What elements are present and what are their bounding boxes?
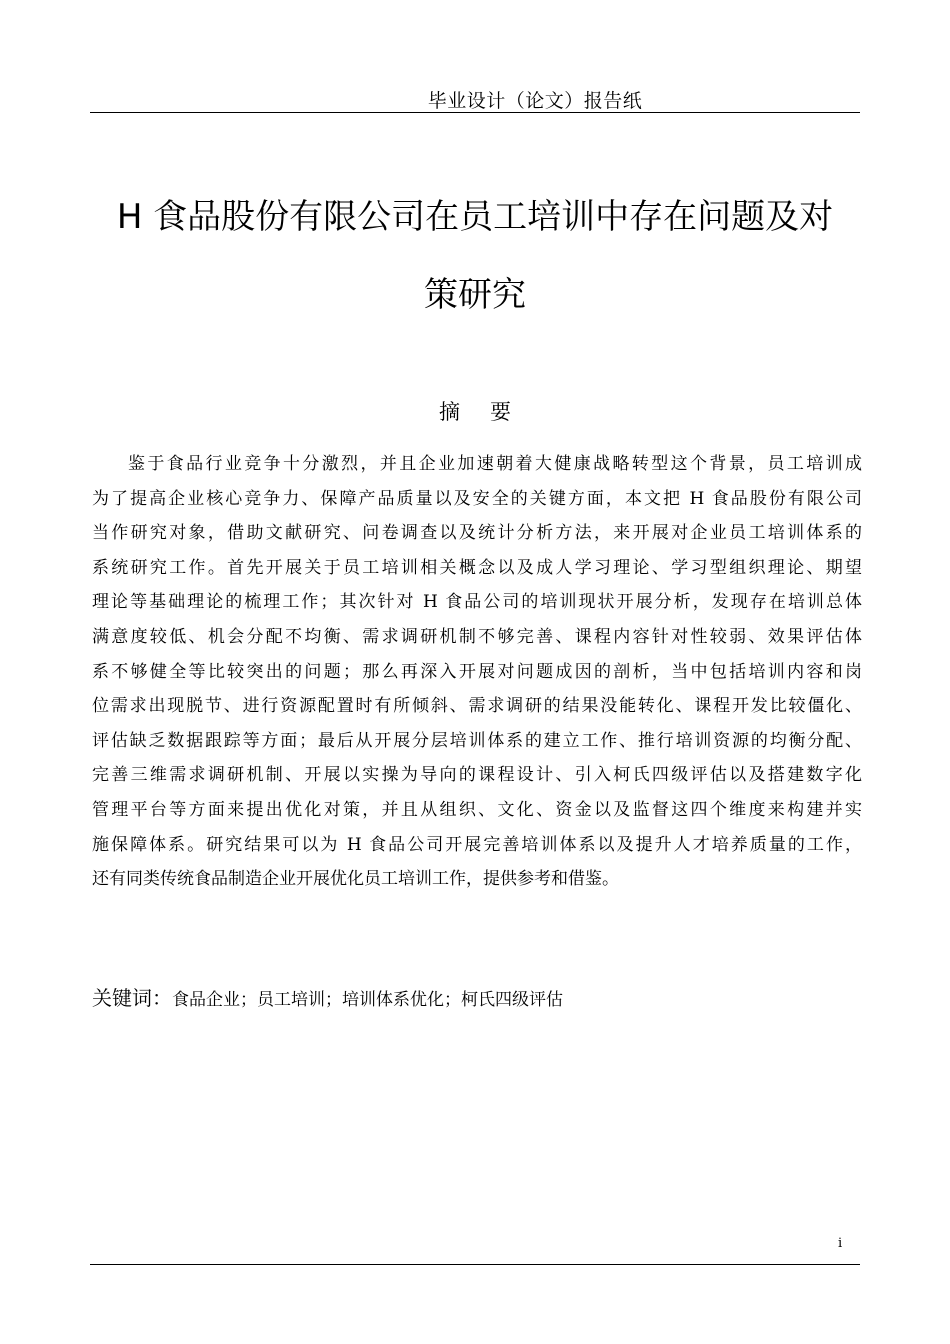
page-number: i (838, 1236, 843, 1251)
abstract-line: 系统研究工作。首先开展关于员工培训相关概念以及成人学习理论、学习型组织理论、期望 (92, 557, 862, 578)
abstract-line: 还有同类传统食品制造企业开展优化员工培训工作，提供参考和借鉴。 (92, 869, 619, 890)
abstract-line: 评估缺乏数据跟踪等方面；最后从开展分层培训体系的建立工作、推行培训资源的均衡分配、 (92, 730, 862, 751)
abstract-body (92, 447, 862, 897)
abstract-line: 施保障体系。研究结果可以为 H 食品公司开展完善培训体系以及提升人才培养质量的工作， (92, 834, 862, 855)
thesis-title-line-2: 策研究 (424, 275, 526, 315)
abstract-line: 满意度较低、机会分配不均衡、需求调研机制不够完善、课程内容针对性较弱、效果评估体 (92, 626, 862, 647)
keywords-value: 食品企业；员工培训；培训体系优化；柯氏四级评估 (172, 990, 563, 1010)
abstract-line: 为了提高企业核心竞争力、保障产品质量以及安全的关键方面，本文把 H 食品股份有限公司 (92, 488, 862, 509)
abstract-line: 完善三维需求调研机制、开展以实操为导向的课程设计、引入柯氏四级评估以及搭建数字化 (92, 765, 862, 786)
header-divider (90, 112, 860, 113)
abstract-line: 位需求出现脱节、进行资源配置时有所倾斜、需求调研的结果没能转化、课程开发比较僵化、 (92, 696, 862, 717)
abstract-line: 当作研究对象，借助文献研究、问卷调查以及统计分析方法，来开展对企业员工培训体系的 (92, 523, 862, 544)
thesis-title-line-1: H 食品股份有限公司在员工培训中存在问题及对 (116, 197, 834, 237)
abstract-line: 理论等基础理论的梳理工作；其次针对 H 食品公司的培训现状开展分析，发现存在培训总体 (92, 592, 862, 613)
abstract-heading: 摘要 (439, 400, 541, 424)
footer-divider (90, 1264, 860, 1265)
thesis-title (90, 178, 860, 334)
abstract-line: 系不够健全等比较突出的问题；那么再深入开展对问题成因的剖析，当中包括培训内容和岗 (92, 661, 862, 682)
keywords-section (92, 982, 862, 1011)
abstract-line: 管理平台等方面来提出优化对策，并且从组织、文化、资金以及监督这四个维度来构建并实 (92, 799, 862, 820)
keywords-label: 关键词： (92, 986, 172, 1010)
running-header: 毕业设计（论文）报告纸 (427, 90, 643, 112)
abstract-line: 鉴于食品行业竞争十分激烈，并且企业加速朝着大健康战略转型这个背景，员工培训成 (128, 454, 862, 474)
